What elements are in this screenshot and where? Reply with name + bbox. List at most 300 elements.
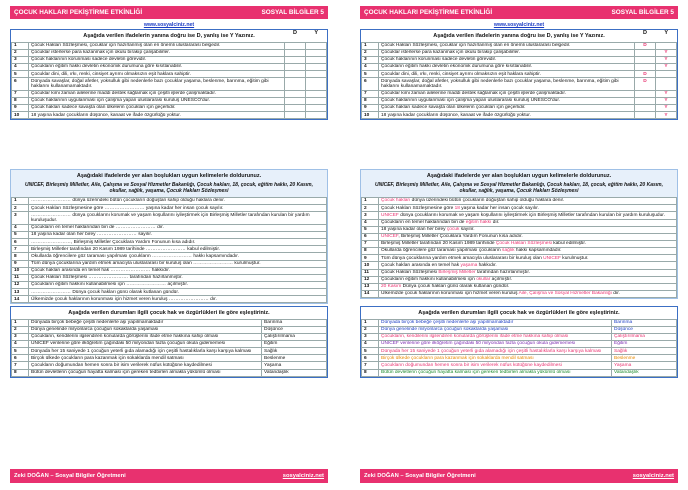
row-number: 9 bbox=[362, 255, 379, 262]
fill-blank-table bbox=[361, 197, 677, 298]
footer-site-link[interactable]: sosyalciniz.net bbox=[632, 473, 674, 479]
row-number: 6 bbox=[362, 78, 379, 91]
row-number: 8 bbox=[12, 97, 29, 104]
table-row bbox=[12, 246, 327, 253]
table-row bbox=[12, 267, 327, 274]
statement-text: Çocukların eğitim hakkı devletin ekonomik durumuna göre kısıtlanabilir. bbox=[29, 64, 285, 71]
table-row bbox=[362, 226, 677, 233]
answer-y-cell[interactable] bbox=[656, 42, 677, 49]
sentence-text: Çocuk hakları dünya üzerindeki bütün çocukların doğuştan sahip olduğu haklara denir. bbox=[379, 198, 677, 205]
sentence-text: …………………… Dünya çocuk hakları günü olarak kutlanan gündür. bbox=[29, 289, 327, 296]
table-row bbox=[362, 56, 677, 63]
row-number: 10 bbox=[12, 267, 29, 274]
table-row bbox=[12, 239, 327, 246]
right-option[interactable]: Beslenme bbox=[262, 355, 327, 362]
table-row bbox=[362, 78, 677, 91]
page-header bbox=[360, 6, 678, 19]
blank-field[interactable]: …………………… bbox=[168, 296, 209, 302]
row-number: 12 bbox=[362, 276, 379, 283]
row-number: 3 bbox=[362, 333, 379, 340]
word-bank: UNICEF, Birleşmiş Milletler, Aile, Çalışma ve Sosyal Hizmetler Bakanlığı, Çocuk hakları, 18, çocuk, eğitim hakkı, 20 Kasım, okullar, sağlık, yaşama, Çocuk Hakları Sözleşmesi bbox=[11, 182, 327, 198]
right-option[interactable]: Barınma bbox=[262, 319, 327, 326]
row-number: 9 bbox=[362, 105, 379, 112]
worksheet-page-blank bbox=[10, 6, 328, 484]
table-row bbox=[12, 212, 327, 225]
blank-answer: 18 bbox=[454, 205, 460, 211]
row-number: 6 bbox=[12, 78, 29, 91]
right-option[interactable]: Sağlık bbox=[612, 348, 677, 355]
header-title: ÇOCUK HAKLARI PEKİŞTİRME ETKİNLİĞİ bbox=[364, 9, 493, 16]
site-link[interactable]: www.sosyalciniz.net bbox=[143, 22, 195, 28]
sentence-text: UNICEF dünya çocuklarını korumak ve yaşam koşullarını iyileştirmek için Birleşmiş Milletler tarafından kurulan bir yardım kuruluşudur. bbox=[379, 212, 677, 219]
answer-y-cell[interactable] bbox=[306, 90, 327, 97]
situation-text: UNICEF verilerine göre ilköğretim çağındaki 50 milyondan fazla çocuğun okula gidememesi bbox=[379, 341, 612, 348]
col-y-label: Y bbox=[664, 30, 668, 36]
sentence-text: Ülkemizde çocuk haklarının korunması için hizmet veren kuruluş Aile, Çalışma ve Sosyal Hizmetler Bakanlığı dır. bbox=[379, 290, 677, 297]
statement-text: Çocuk Hakları Sözleşmesi, çocuklar için hazırlanmış olan en önemli uluslararası belgedir. bbox=[29, 42, 285, 49]
table-row bbox=[362, 64, 677, 71]
statement-text: Çocuk haklarının uygulanması için çalışma yapan uluslararası kuruluş UNESCO'dur. bbox=[379, 97, 635, 104]
table-row bbox=[12, 341, 327, 348]
row-number: 5 bbox=[362, 348, 379, 355]
row-number: 5 bbox=[12, 232, 29, 239]
statement-text: Çocuk hakları sadece savaşta olan ülkelerin çocukları için geçerlidir. bbox=[29, 105, 285, 112]
table-row bbox=[12, 49, 327, 56]
answer-d-cell[interactable]: D bbox=[635, 71, 656, 78]
blank-field[interactable]: …………………… bbox=[31, 198, 71, 204]
answer-y-cell[interactable] bbox=[306, 78, 327, 91]
table-row bbox=[12, 260, 327, 267]
answer-y-cell[interactable]: Y bbox=[656, 90, 677, 97]
sentence-text: Çocuk Hakları Sözleşmesi Birleşmiş Milletler tarafından hazırlanmıştır. bbox=[379, 269, 677, 276]
row-number: 4 bbox=[362, 64, 379, 71]
answer-d-cell[interactable] bbox=[285, 42, 306, 49]
statement-text: Çocuklar isterlerse para kazanmak için okulu bırakıp çalışabilirler. bbox=[379, 49, 635, 56]
answer-y-cell[interactable] bbox=[306, 42, 327, 49]
row-number: 1 bbox=[362, 42, 379, 49]
row-number: 8 bbox=[362, 97, 379, 104]
table-row bbox=[12, 355, 327, 362]
header-subject: SOSYAL BİLGİLER 5 bbox=[611, 9, 674, 16]
table-row bbox=[12, 253, 327, 260]
table-row bbox=[362, 240, 677, 247]
answer-d-cell[interactable] bbox=[285, 90, 306, 97]
blank-field[interactable]: …………………… bbox=[152, 253, 193, 259]
answer-d-cell[interactable] bbox=[285, 78, 306, 91]
situation-text: Çocukların, kendilerini ilgilendiren konularda görüşlerini ifade etme hakkına sahip olması bbox=[29, 333, 262, 340]
row-number: 14 bbox=[12, 296, 29, 303]
row-number: 1 bbox=[12, 319, 29, 326]
table-row bbox=[362, 290, 677, 297]
blank-answer: yaşama bbox=[460, 262, 478, 268]
section-title: Aşağıdaki ifadelerde yer alan boşlukları uygun kelimelerle doldurunuz. bbox=[11, 170, 327, 182]
row-number: 7 bbox=[362, 90, 379, 97]
blank-answer: eğitim hakkı bbox=[465, 219, 492, 225]
footer-author: Zeki DOĞAN – Sosyal Bilgiler Öğretmeni bbox=[364, 473, 476, 479]
statement-text: Çocuk haklarının korunması sadece devletin görevidir. bbox=[379, 56, 635, 63]
table-row bbox=[362, 326, 677, 333]
blank-field[interactable]: …………………… bbox=[31, 212, 71, 218]
worksheet-page-answers bbox=[360, 6, 678, 484]
sentence-text: Çocukların en temel haklarından biri de …………………… dır. bbox=[29, 224, 327, 231]
statement-text: Çocuk hakları sadece savaşta olan ülkelerin çocukları için geçerlidir. bbox=[379, 105, 635, 112]
answer-y-cell[interactable] bbox=[656, 71, 677, 78]
right-option[interactable]: Vatandaşlık bbox=[612, 369, 677, 376]
row-number: 2 bbox=[362, 205, 379, 212]
row-number: 10 bbox=[12, 112, 29, 119]
sentence-text: Birleşmiş Milletler tarafından 20 Kasım 1989 tarihinde Çocuk Hakları Sözleşmesi kabul edilmiştir. bbox=[379, 240, 677, 247]
blank-answer: Çocuk Hakları Sözleşmesi bbox=[495, 241, 552, 247]
matching-section bbox=[360, 306, 678, 466]
sentence-text: Çocuk Hakları Sözleşmesine göre …………………… yaşına kadar her insan çocuk sayılır. bbox=[29, 205, 327, 212]
statement-text: Çocuklar kimi zaman ailelerine maddi destek sağlamak için çeşitli işlerde çalışmaktadır. bbox=[29, 90, 285, 97]
answer-y-cell[interactable]: Y bbox=[656, 97, 677, 104]
right-option[interactable]: Barınma bbox=[612, 319, 677, 326]
table-row bbox=[12, 326, 327, 333]
table-row bbox=[12, 362, 327, 369]
answer-y-cell[interactable]: Y bbox=[656, 49, 677, 56]
answer-d-cell[interactable] bbox=[285, 112, 306, 119]
sentence-text: Tüm dünya çocuklarına yardım etmek amacıyla uluslararası bir kuruluş olan UNICEF kurulmuştur. bbox=[379, 255, 677, 262]
site-link[interactable]: www.sosyalciniz.net bbox=[493, 22, 545, 28]
statement-text: 18 yaşına kadar çocukların düşünce, kanaat ve ifade özgürlüğü yoktur. bbox=[29, 112, 285, 119]
row-number: 4 bbox=[362, 219, 379, 226]
row-number: 3 bbox=[12, 212, 29, 225]
blank-field[interactable]: …………………… bbox=[104, 205, 145, 211]
col-y-label: Y bbox=[314, 30, 318, 36]
header-title: ÇOCUK HAKLARI PEKİŞTİRME ETKİNLİĞİ bbox=[14, 9, 143, 16]
row-number: 8 bbox=[362, 369, 379, 376]
table-row bbox=[362, 212, 677, 219]
statement-text: Çocuk haklarının korunması sadece devletin görevidir. bbox=[29, 56, 285, 63]
row-number: 8 bbox=[12, 369, 29, 376]
blank-answer: 20 Kasım bbox=[381, 284, 402, 290]
situation-text: Dünyada her 15 saniyede 1 çocuğun yeterli gıda alamadığı için çeşitli hastalıklarla karşı karşıya kalması bbox=[29, 348, 262, 355]
table-row bbox=[12, 112, 327, 119]
table-row bbox=[362, 333, 677, 340]
blank-field[interactable]: …………………… bbox=[126, 282, 167, 288]
table-row bbox=[12, 105, 327, 112]
statement-text: Dünyada savaşlar, doğal afetler, yoksulluk gibi nedenlerle bazı çocuklar yaşama, beslenme, barınma, eğitim gibi haklarını kullanamamaktadır. bbox=[29, 78, 285, 91]
blank-field[interactable]: …………………… bbox=[193, 260, 234, 266]
fill-blank-table bbox=[11, 197, 327, 303]
row-number: 10 bbox=[362, 112, 379, 119]
word-bank: UNICEF, Birleşmiş Milletler, Aile, Çalışma ve Sosyal Hizmetler Bakanlığı, Çocuk hakları, 18, çocuk, eğitim hakkı, 20 Kasım, okullar, sağlık, yaşama, Çocuk Hakları Sözleşmesi bbox=[361, 182, 677, 198]
row-number: 4 bbox=[362, 341, 379, 348]
right-option[interactable]: Çalıştırılmama bbox=[262, 333, 327, 340]
right-option[interactable]: Eğitim bbox=[262, 341, 327, 348]
table-row bbox=[362, 348, 677, 355]
table-row bbox=[362, 369, 677, 376]
answer-y-cell[interactable] bbox=[306, 112, 327, 119]
answer-d-cell[interactable] bbox=[285, 56, 306, 63]
situation-text: Birçok ülkede çocukların para kazanmak için sokaklarda mendil satması bbox=[379, 355, 612, 362]
sentence-text: Çocuk Hakları Sözleşmesine göre 18 yaşına kadar her insan çocuk sayılır. bbox=[379, 205, 677, 212]
answer-y-cell[interactable]: Y bbox=[656, 105, 677, 112]
statement-text: Çocuklar dini, dili, ırkı, renki, cinsiyet ayrımı olmaksızın eşit haklara sahiptir. bbox=[29, 71, 285, 78]
blank-field[interactable]: …………………… bbox=[115, 225, 156, 231]
row-number: 3 bbox=[12, 333, 29, 340]
answer-d-cell[interactable] bbox=[635, 97, 656, 104]
table-row bbox=[12, 282, 327, 289]
row-number: 2 bbox=[362, 326, 379, 333]
answer-y-cell[interactable] bbox=[656, 78, 677, 91]
row-number: 6 bbox=[12, 355, 29, 362]
answer-y-cell[interactable] bbox=[306, 56, 327, 63]
situation-text: Dünya genelinde milyonlarca çocuğun sokaklarda yaşaması bbox=[379, 326, 612, 333]
row-number: 3 bbox=[362, 212, 379, 219]
row-number: 1 bbox=[362, 198, 379, 205]
matching-table bbox=[361, 319, 677, 377]
table-row bbox=[362, 198, 677, 205]
situation-text: Birçok ülkede çocukların para kazanmak için sokaklarda mendil satması bbox=[29, 355, 262, 362]
row-number: 13 bbox=[362, 283, 379, 290]
table-row bbox=[362, 269, 677, 276]
section-title: Aşağıda verilen durumları ilgili çocuk hak ve özgürlükleri ile göre eşleştiriniz. bbox=[68, 310, 270, 316]
table-row bbox=[362, 355, 677, 362]
table-row bbox=[12, 296, 327, 303]
answer-d-cell[interactable] bbox=[635, 105, 656, 112]
table-row bbox=[12, 90, 327, 97]
sentence-text: Çocuk hakları arasında en temel hak …………………… hakkıdır. bbox=[29, 267, 327, 274]
table-row bbox=[362, 233, 677, 240]
row-number: 2 bbox=[12, 205, 29, 212]
row-number: 1 bbox=[12, 198, 29, 205]
table-row bbox=[12, 348, 327, 355]
answer-d-cell[interactable] bbox=[635, 112, 656, 119]
table-row bbox=[12, 205, 327, 212]
true-false-table bbox=[11, 42, 327, 120]
row-number: 11 bbox=[12, 274, 29, 281]
answer-y-cell[interactable] bbox=[306, 64, 327, 71]
right-option[interactable]: Yaşama bbox=[612, 362, 677, 369]
row-number: 3 bbox=[12, 56, 29, 63]
statement-text: Çocuklar kimi zaman ailelerine maddi destek sağlamak için çeşitli işlerde çalışmaktadır. bbox=[379, 90, 635, 97]
right-option[interactable]: Çalıştırılmama bbox=[612, 333, 677, 340]
answer-d-cell[interactable] bbox=[635, 49, 656, 56]
right-option[interactable]: Düşünce bbox=[262, 326, 327, 333]
row-number: 11 bbox=[362, 269, 379, 276]
statement-text: Çocuklar dini, dili, ırkı, renki, cinsiyet ayrımı olmaksızın eşit haklara sahiptir. bbox=[379, 71, 635, 78]
sentence-text: Tüm dünya çocuklarına yardım etmek amacıyla uluslararası bir kuruluş olan …………………… kurulmuştur. bbox=[29, 260, 327, 267]
table-row bbox=[12, 274, 327, 281]
row-number: 7 bbox=[12, 90, 29, 97]
footer-author: Zeki DOĞAN – Sosyal Bilgiler Öğretmeni bbox=[14, 473, 126, 479]
situation-text: Dünyada birçok bebeğe çeşitli nedenlerle aşı yapılmamaktadır bbox=[29, 319, 262, 326]
table-row bbox=[12, 71, 327, 78]
table-row bbox=[362, 362, 677, 369]
row-number: 7 bbox=[362, 240, 379, 247]
blank-answer: UNICEF bbox=[381, 234, 399, 240]
sentence-text: …………………… dünya çocuklarını korumak ve yaşam koşullarını iyileştirmek için Birleşmiş Milletler tarafından kurulan bir yardım kuruluşudur. bbox=[29, 212, 327, 225]
row-number: 7 bbox=[362, 362, 379, 369]
sentence-text: 20 Kasım Dünya çocuk hakları günü olarak kutlanan gündür. bbox=[379, 283, 677, 290]
table-row bbox=[12, 198, 327, 205]
situation-text: Çocukların doğumundan hemen sonra bir isim verilerek nüfus kütüğüne kaydedilmesi bbox=[379, 362, 612, 369]
statement-text: 18 yaşına kadar çocukların düşünce, kanaat ve ifade özgürlüğü yoktur. bbox=[379, 112, 635, 119]
table-row bbox=[12, 319, 327, 326]
sentence-text: Çocukların eğitim hakkını kullanabilmesi için …………………… açılmıştır. bbox=[29, 282, 327, 289]
table-row bbox=[12, 232, 327, 239]
table-row bbox=[362, 283, 677, 290]
blank-field[interactable]: …………………… bbox=[96, 232, 137, 238]
situation-text: Dünyada her 15 saniyede 1 çocuğun yeterli gıda alamadığı için çeşitli hastalıklarla karşı karşıya kalması bbox=[379, 348, 612, 355]
row-number: 3 bbox=[362, 56, 379, 63]
situation-text: Bütün devletlerin çocuğun hayatta kalması için gereken tedbirleri almakla yükümlü olması bbox=[379, 369, 612, 376]
answer-d-cell[interactable]: D bbox=[635, 78, 656, 91]
fill-blank-section bbox=[10, 169, 328, 304]
row-number: 10 bbox=[362, 262, 379, 269]
blank-answer: UNICEF bbox=[543, 255, 561, 261]
table-row bbox=[12, 64, 327, 71]
situation-text: Bütün devletlerin çocuğun hayatta kalması için gereken tedbirleri almakla yükümlü olması bbox=[29, 369, 262, 376]
table-row bbox=[362, 341, 677, 348]
blank-field[interactable]: …………………… bbox=[145, 246, 186, 252]
answer-y-cell[interactable]: Y bbox=[656, 64, 677, 71]
blank-field[interactable]: …………………… bbox=[31, 289, 71, 295]
table-row bbox=[362, 248, 677, 255]
table-row bbox=[362, 255, 677, 262]
footer-site-link[interactable]: sosyalciniz.net bbox=[282, 473, 324, 479]
table-row bbox=[12, 369, 327, 376]
blank-answer: Aile, Çalışma ve Sosyal Hizmetler Bakanlığı bbox=[518, 291, 612, 297]
row-number: 2 bbox=[12, 326, 29, 333]
table-row bbox=[362, 97, 677, 104]
true-false-section bbox=[10, 29, 328, 166]
table-row bbox=[362, 49, 677, 56]
row-number: 2 bbox=[12, 49, 29, 56]
section-title: Aşağıda verilen durumları ilgili çocuk hak ve özgürlükleri ile göre eşleştiriniz. bbox=[418, 310, 620, 316]
statement-text: Dünyada savaşlar, doğal afetler, yoksulluk gibi nedenlerle bazı çocuklar yaşama, beslenme, barınma, eğitim gibi haklarını kullanamamaktadır. bbox=[379, 78, 635, 91]
row-number: 9 bbox=[12, 260, 29, 267]
blank-answer: Çocuk hakları bbox=[381, 198, 411, 204]
row-number: 14 bbox=[362, 290, 379, 297]
fill-blank-section bbox=[360, 169, 678, 304]
answer-d-cell[interactable]: D bbox=[635, 42, 656, 49]
table-row bbox=[362, 276, 677, 283]
table-row bbox=[12, 224, 327, 231]
answer-y-cell[interactable]: Y bbox=[656, 56, 677, 63]
statement-text: Çocuk haklarının uygulanması için çalışma yapan uluslararası kuruluş UNESCO'dur. bbox=[29, 97, 285, 104]
table-row bbox=[362, 219, 677, 226]
answer-y-cell[interactable] bbox=[306, 49, 327, 56]
right-option[interactable]: Beslenme bbox=[612, 355, 677, 362]
table-row bbox=[12, 78, 327, 91]
table-row bbox=[362, 71, 677, 78]
right-option[interactable]: Düşünce bbox=[612, 326, 677, 333]
table-row bbox=[362, 319, 677, 326]
section-title: Aşağıda verilen ifadelerin yanına doğru ise D, yanlış ise Y Yazınız. D Y bbox=[433, 30, 668, 39]
col-d-label: D bbox=[293, 30, 297, 36]
matching-section bbox=[10, 306, 328, 466]
row-number: 2 bbox=[362, 49, 379, 56]
page-footer bbox=[10, 469, 328, 483]
section-title: Aşağıdaki ifadelerde yer alan boşlukları uygun kelimelerle doldurunuz. bbox=[361, 170, 677, 182]
row-number: 6 bbox=[362, 355, 379, 362]
section-title: Aşağıda verilen ifadelerin yanına doğru ise D, yanlış ise Y Yazınız. D Y bbox=[83, 30, 318, 39]
answer-d-cell[interactable] bbox=[285, 97, 306, 104]
blank-answer: Birleşmiş Milletler bbox=[438, 269, 476, 275]
answer-y-cell[interactable]: Y bbox=[656, 112, 677, 119]
situation-text: Dünya genelinde milyonlarca çocuğun sokaklarda yaşaması bbox=[29, 326, 262, 333]
sentence-text: Çocuk hakları arasında en temel hak yaşama hakkıdır. bbox=[379, 262, 677, 269]
blank-field[interactable]: …………………… bbox=[110, 268, 151, 274]
table-row bbox=[12, 42, 327, 49]
row-number: 9 bbox=[12, 105, 29, 112]
answer-y-cell[interactable] bbox=[306, 71, 327, 78]
sentence-text: ……………………, Birleşmiş Milletler Çocuklara Yardım Fonunun kısa adıdır. bbox=[29, 239, 327, 246]
situation-text: UNICEF verilerine göre ilköğretim çağındaki 50 milyondan fazla çocuğun okula gidememesi bbox=[29, 341, 262, 348]
blank-field[interactable]: …………………… bbox=[31, 239, 71, 245]
blank-answer: çocuk bbox=[446, 227, 460, 233]
answer-d-cell[interactable] bbox=[285, 105, 306, 112]
row-number: 4 bbox=[12, 341, 29, 348]
table-row bbox=[12, 56, 327, 63]
situation-text: Çocukların doğumundan hemen sonra bir isim verilerek nüfus kütüğüne kaydedilmesi bbox=[29, 362, 262, 369]
situation-text: Çocukların, kendilerini ilgilendiren konularda görüşlerini ifade etme hakkına sahip olması bbox=[379, 333, 612, 340]
col-d-label: D bbox=[643, 30, 647, 36]
row-number: 13 bbox=[12, 289, 29, 296]
header-subject: SOSYAL BİLGİLER 5 bbox=[261, 9, 324, 16]
row-number: 8 bbox=[12, 253, 29, 260]
row-number: 8 bbox=[362, 248, 379, 255]
table-row bbox=[362, 112, 677, 119]
answer-d-cell[interactable] bbox=[285, 64, 306, 71]
table-row bbox=[12, 333, 327, 340]
right-option[interactable]: Yaşama bbox=[262, 362, 327, 369]
row-number: 4 bbox=[12, 224, 29, 231]
row-number: 5 bbox=[12, 71, 29, 78]
row-number: 6 bbox=[12, 239, 29, 246]
row-number: 1 bbox=[362, 319, 379, 326]
answer-y-cell[interactable] bbox=[306, 97, 327, 104]
matching-table bbox=[11, 319, 327, 377]
right-option[interactable]: Sağlık bbox=[262, 348, 327, 355]
answer-d-cell[interactable] bbox=[285, 71, 306, 78]
row-number: 5 bbox=[362, 226, 379, 233]
table-row bbox=[362, 205, 677, 212]
statement-text: Çocuklar isterlerse para kazanmak için okulu bırakıp çalışabilirler. bbox=[29, 49, 285, 56]
table-row bbox=[362, 42, 677, 49]
answer-d-cell[interactable] bbox=[285, 49, 306, 56]
blank-field[interactable]: …………………… bbox=[88, 275, 129, 281]
sentence-text: …………………… dünya üzerindeki bütün çocukların doğuştan sahip olduğu haklara denir. bbox=[29, 198, 327, 205]
blank-answer: sağlık bbox=[502, 248, 515, 254]
sentence-text: Okullarda öğrencilere göz taraması yapılması çocukların sağlık hakkı kapsamındadır. bbox=[379, 248, 677, 255]
sentence-text: Birleşmiş Milletler tarafından 20 Kasım 1989 tarihinde …………………… kabul edilmiştir. bbox=[29, 246, 327, 253]
page-header bbox=[10, 6, 328, 19]
answer-y-cell[interactable] bbox=[306, 105, 327, 112]
row-number: 7 bbox=[12, 362, 29, 369]
right-option[interactable]: Vatandaşlık bbox=[262, 369, 327, 376]
blank-answer: UNICEF bbox=[381, 212, 399, 218]
right-option[interactable]: Eğitim bbox=[612, 341, 677, 348]
row-number: 5 bbox=[362, 71, 379, 78]
answer-d-cell[interactable] bbox=[635, 90, 656, 97]
table-row bbox=[362, 105, 677, 112]
sentence-text: UNICEF, Birleşmiş Milletler Çocuklara Yardım Fonunun kısa adıdır. bbox=[379, 233, 677, 240]
row-number: 5 bbox=[12, 348, 29, 355]
sentence-text: Ülkemizde çocuk haklarının korunması için hizmet veren kuruluş …………………… dır. bbox=[29, 296, 327, 303]
row-number: 7 bbox=[12, 246, 29, 253]
row-number: 1 bbox=[12, 42, 29, 49]
statement-text: Çocukların eğitim hakkı devletin ekonomik durumuna göre kısıtlanabilir. bbox=[379, 64, 635, 71]
true-false-section bbox=[360, 29, 678, 166]
answer-d-cell[interactable] bbox=[635, 64, 656, 71]
answer-d-cell[interactable] bbox=[635, 56, 656, 63]
sentence-text: Çocuk Hakları Sözleşmesi …………………… tarafından hazırlanmıştır. bbox=[29, 274, 327, 281]
table-row bbox=[362, 262, 677, 269]
